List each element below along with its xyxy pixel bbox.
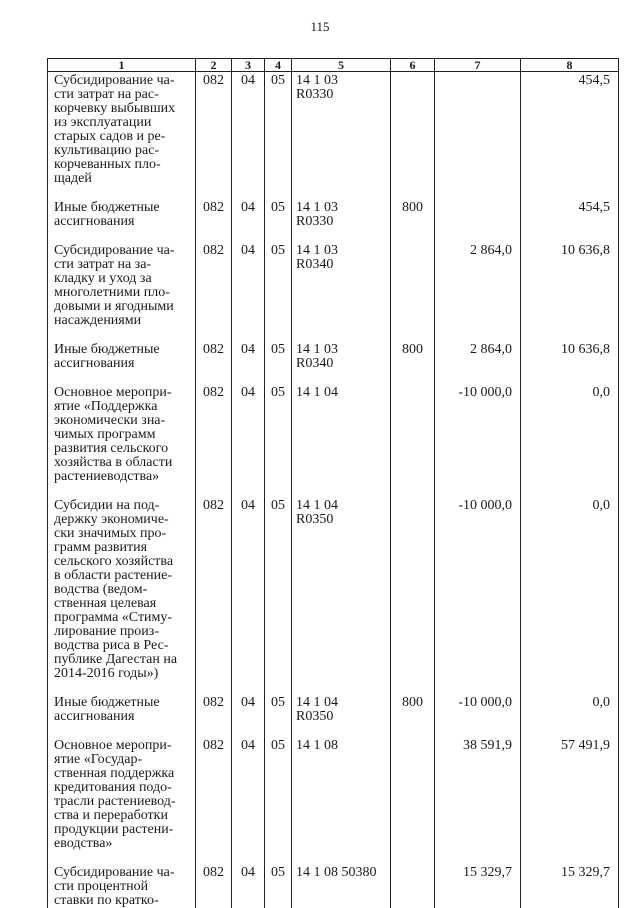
row-ministry-code: 082: [196, 696, 232, 724]
row-amount-change: -10 000,0: [435, 386, 521, 484]
header-col-8: 8: [521, 59, 619, 72]
row-subsection-code: 05: [265, 343, 292, 371]
header-col-1: 1: [48, 59, 196, 72]
row-ministry-code: 082: [196, 72, 232, 187]
row-subsection-code: 05: [265, 386, 292, 484]
row-spacer: [48, 229, 619, 244]
row-subsection-code: 05: [265, 244, 292, 328]
row-target-article: 14 1 04: [292, 386, 391, 484]
row-ministry-code: 082: [196, 386, 232, 484]
row-spacer: [48, 484, 619, 499]
row-amount-total: 454,5: [521, 201, 619, 229]
row-subsection-code: 05: [265, 739, 292, 851]
row-expense-type: [391, 866, 435, 908]
row-description: Иные бюджетные ассигнования: [48, 343, 196, 371]
header-col-5: 5: [292, 59, 391, 72]
row-section-code: 04: [232, 201, 265, 229]
row-description: Субсидирование ча- сти затрат на рас- корчевку выбывших из эксплуатации старых садов и ре- культивацию рас- корчеванных пло- щадей: [48, 72, 196, 187]
row-target-article: 14 1 03 R0330: [292, 72, 391, 187]
table-body: [48, 72, 619, 908]
row-expense-type: 800: [391, 201, 435, 229]
row-target-article: 14 1 04 R0350: [292, 696, 391, 724]
header-row: [48, 59, 619, 72]
row-subsection-code: 05: [265, 866, 292, 908]
row-ministry-code: 082: [196, 866, 232, 908]
header-col-6: 6: [391, 59, 435, 72]
table-row: [48, 739, 619, 851]
row-target-article: 14 1 04 R0350: [292, 499, 391, 681]
row-expense-type: [391, 244, 435, 328]
header-col-7: 7: [435, 59, 521, 72]
row-section-code: 04: [232, 386, 265, 484]
row-ministry-code: 082: [196, 343, 232, 371]
row-subsection-code: 05: [265, 696, 292, 724]
row-ministry-code: 082: [196, 244, 232, 328]
budget-table: [47, 58, 619, 908]
row-expense-type: 800: [391, 343, 435, 371]
row-description: Иные бюджетные ассигнования: [48, 201, 196, 229]
row-section-code: 04: [232, 866, 265, 908]
row-amount-change: 15 329,7: [435, 866, 521, 908]
row-amount-total: 0,0: [521, 386, 619, 484]
row-section-code: 04: [232, 343, 265, 371]
table-row: [48, 696, 619, 724]
row-ministry-code: 082: [196, 499, 232, 681]
row-expense-type: [391, 386, 435, 484]
row-description: Иные бюджетные ассигнования: [48, 696, 196, 724]
row-spacer: [48, 328, 619, 343]
row-subsection-code: 05: [265, 72, 292, 187]
row-spacer: [48, 724, 619, 739]
row-expense-type: [391, 739, 435, 851]
row-amount-change: -10 000,0: [435, 696, 521, 724]
row-section-code: 04: [232, 739, 265, 851]
row-section-code: 04: [232, 499, 265, 681]
header-col-2: 2: [196, 59, 232, 72]
row-amount-change: 2 864,0: [435, 244, 521, 328]
row-description: Субсидии на под- держку экономиче- ски значимых про- грамм развития сельского хозяйства в области растение- водства (ведом- ственная целевая программа «Стиму- лирование произ- водства риса в Рес- публике Дагестан на 2014-2016 годы»): [48, 499, 196, 681]
row-amount-total: 454,5: [521, 72, 619, 187]
row-amount-change: [435, 201, 521, 229]
row-description: Субсидирование ча- сти процентной ставки по кратко-: [48, 866, 196, 908]
header-col-4: 4: [265, 59, 292, 72]
row-amount-change: 38 591,9: [435, 739, 521, 851]
row-amount-total: 10 636,8: [521, 343, 619, 371]
row-amount-total: 0,0: [521, 499, 619, 681]
row-section-code: 04: [232, 244, 265, 328]
row-target-article: 14 1 03 R0340: [292, 244, 391, 328]
row-section-code: 04: [232, 696, 265, 724]
table-row: [48, 386, 619, 484]
table-row: [48, 201, 619, 229]
row-amount-total: 57 491,9: [521, 739, 619, 851]
row-ministry-code: 082: [196, 201, 232, 229]
row-expense-type: 800: [391, 696, 435, 724]
row-amount-change: 2 864,0: [435, 343, 521, 371]
row-amount-change: -10 000,0: [435, 499, 521, 681]
row-description: Основное меропри- ятие «Поддержка экономически зна- чимых программ развития сельского хозяйства в области растениеводства»: [48, 386, 196, 484]
row-spacer: [48, 681, 619, 696]
row-ministry-code: 082: [196, 739, 232, 851]
page-number: 115: [0, 19, 640, 35]
header-col-3: 3: [232, 59, 265, 72]
row-amount-total: 15 329,7: [521, 866, 619, 908]
row-description: Основное меропри- ятие «Государ- ственная поддержка кредитования подо- трасли растениевод- ства и переработки продукции растени- еводства»: [48, 739, 196, 851]
row-target-article: 14 1 03 R0330: [292, 201, 391, 229]
row-expense-type: [391, 72, 435, 187]
table-row: [48, 244, 619, 328]
table-row: [48, 72, 619, 187]
row-target-article: 14 1 03 R0340: [292, 343, 391, 371]
table-row: [48, 343, 619, 371]
table-row: [48, 499, 619, 681]
row-target-article: 14 1 08 50380: [292, 866, 391, 908]
row-amount-total: 0,0: [521, 696, 619, 724]
row-spacer: [48, 851, 619, 866]
row-amount-change: [435, 72, 521, 187]
row-target-article: 14 1 08: [292, 739, 391, 851]
row-expense-type: [391, 499, 435, 681]
row-amount-total: 10 636,8: [521, 244, 619, 328]
row-spacer: [48, 371, 619, 386]
row-spacer: [48, 186, 619, 201]
table-row: [48, 866, 619, 908]
row-subsection-code: 05: [265, 201, 292, 229]
row-subsection-code: 05: [265, 499, 292, 681]
row-description: Субсидирование ча- сти затрат на за- кладку и уход за многолетними пло- довыми и ягодными насаждениями: [48, 244, 196, 328]
row-section-code: 04: [232, 72, 265, 187]
